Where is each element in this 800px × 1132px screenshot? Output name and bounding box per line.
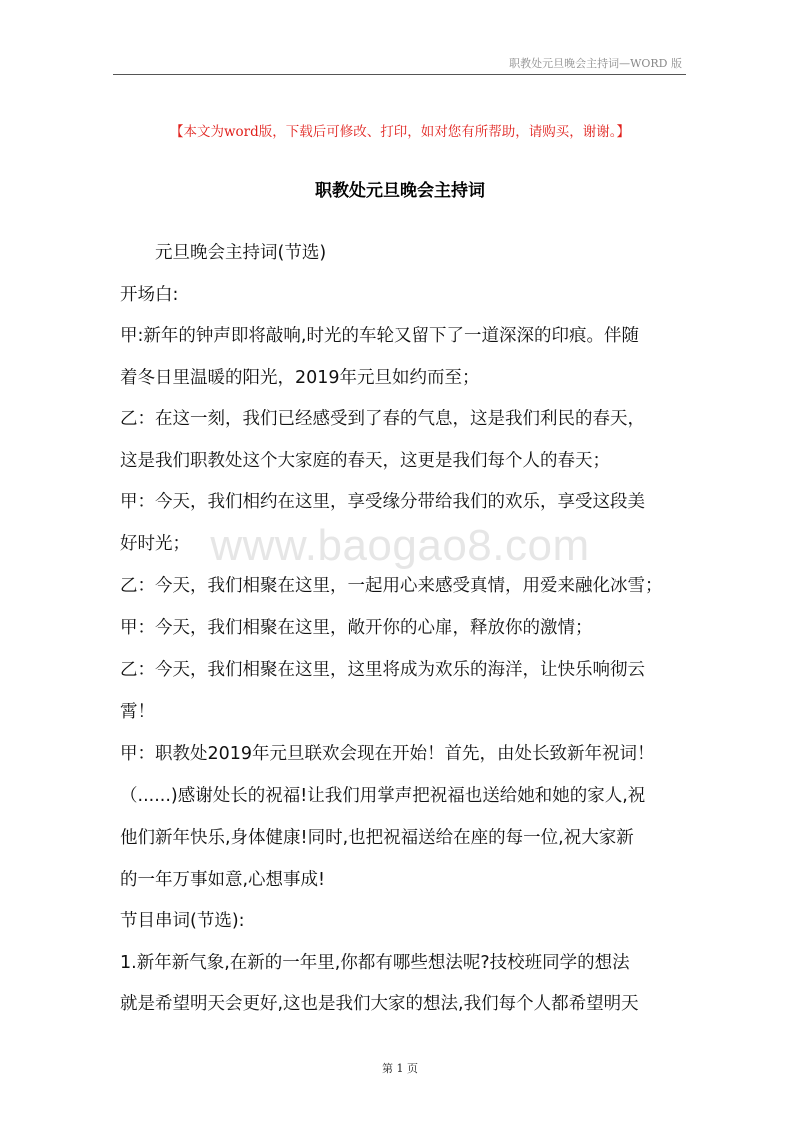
body-line: 甲：职教处2019年元旦联欢会现在开始！首先，由处长致新年祝词！: [120, 744, 655, 764]
body-line: 节目串词(节选):: [120, 911, 245, 931]
body-line: 乙：今天，我们相聚在这里，这里将成为欢乐的海洋，让快乐响彻云: [120, 660, 645, 680]
body-line: 甲：今天，我们相聚在这里，敞开你的心扉，释放你的激情；: [120, 618, 593, 638]
body-line: 元旦晚会主持词(节选): [120, 243, 327, 263]
body-line: 着冬日里温暖的阳光，2019年元旦如约而至；: [120, 368, 480, 388]
header-divider: [113, 74, 686, 75]
body-line: 乙：今天，我们相聚在这里，一起用心来感受真情，用爱来融化冰雪；: [120, 576, 663, 596]
body-line: 乙：在这一刻，我们已经感受到了春的气息，这是我们利民的春天，: [120, 409, 645, 429]
body-line: 就是希望明天会更好,这也是我们大家的想法,我们每个人都希望明天: [120, 994, 639, 1014]
purchase-notice: 【本文为word版，下载后可修改、打印，如对您有所帮助，请购买，谢谢。】: [169, 124, 631, 140]
page-title: 职教处元旦晚会主持词: [315, 181, 485, 201]
body-line: 他们新年快乐,身体健康!同时,也把祝福送给在座的每一位,祝大家新: [120, 828, 634, 848]
body-line: 1.新年新气象,在新的一年里,你都有哪些想法呢?技校班同学的想法: [120, 953, 630, 973]
body-line: 的一年万事如意,心想事成!: [120, 870, 326, 890]
body-line: 甲:新年的钟声即将敲响,时光的车轮又留下了一道深深的印痕。伴随: [120, 326, 639, 346]
body-line: 这是我们职教处这个大家庭的春天，这更是我们每个人的春天；: [120, 451, 610, 471]
page-number: 第 1 页: [382, 1062, 418, 1075]
body-line: 霄！: [120, 702, 155, 722]
body-line: 开场白:: [120, 285, 179, 305]
running-header: 职教处元旦晚会主持词—WORD 版: [509, 57, 682, 70]
body-line: （......)感谢处长的祝福!让我们用掌声把祝福也送给她和她的家人,祝: [120, 786, 646, 806]
watermark: www.baogao8.com: [210, 521, 590, 570]
body-line: 好时光；: [120, 534, 190, 554]
body-line: 甲：今天，我们相约在这里，享受缘分带给我们的欢乐，享受这段美: [120, 492, 645, 512]
